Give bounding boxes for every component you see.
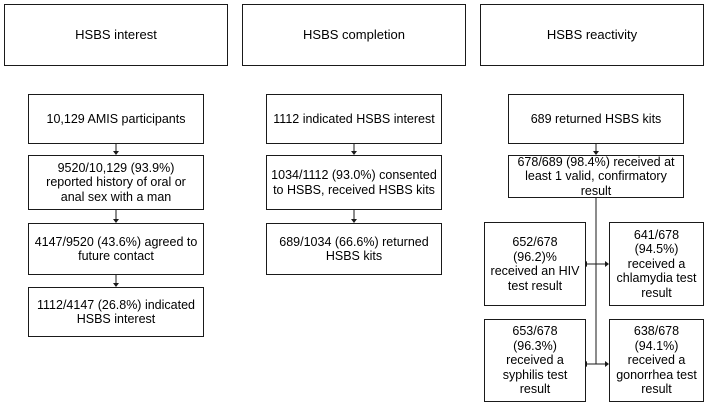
box-indicated-hsbs-interest: 1112 indicated HSBS interest [266,94,442,144]
box-indicated-interest: 1112/4147 (26.8%) indicated HSBS interest [28,287,204,337]
box-hiv-test: 652/678 (96.2)% received an HIV test result [484,222,586,306]
box-agreed-future-contact: 4147/9520 (43.6%) agreed to future contact [28,223,204,275]
header-hsbs-completion: HSBS completion [242,4,466,66]
box-gonorrhea-test: 638/678 (94.1%) received a gonorrhea test result [609,319,704,402]
box-returned-kits: 689/1034 (66.6%) returned HSBS kits [266,223,442,275]
box-returned-hsbs-kits: 689 returned HSBS kits [508,94,684,144]
box-valid-confirmatory-result: 678/689 (98.4%) received at least 1 valid, confirmatory result [508,155,684,198]
box-chlamydia-test: 641/678 (94.5%) received a chlamydia test result [609,222,704,306]
box-reported-history: 9520/10,129 (93.9%) reported history of oral or anal sex with a man [28,155,204,210]
header-hsbs-interest: HSBS interest [4,4,228,66]
box-amis-participants: 10,129 AMIS participants [28,94,204,144]
box-syphilis-test: 653/678 (96.3%) received a syphilis test result [484,319,586,402]
box-consented-received-kits: 1034/1112 (93.0%) consented to HSBS, received HSBS kits [266,155,442,210]
header-hsbs-reactivity: HSBS reactivity [480,4,704,66]
